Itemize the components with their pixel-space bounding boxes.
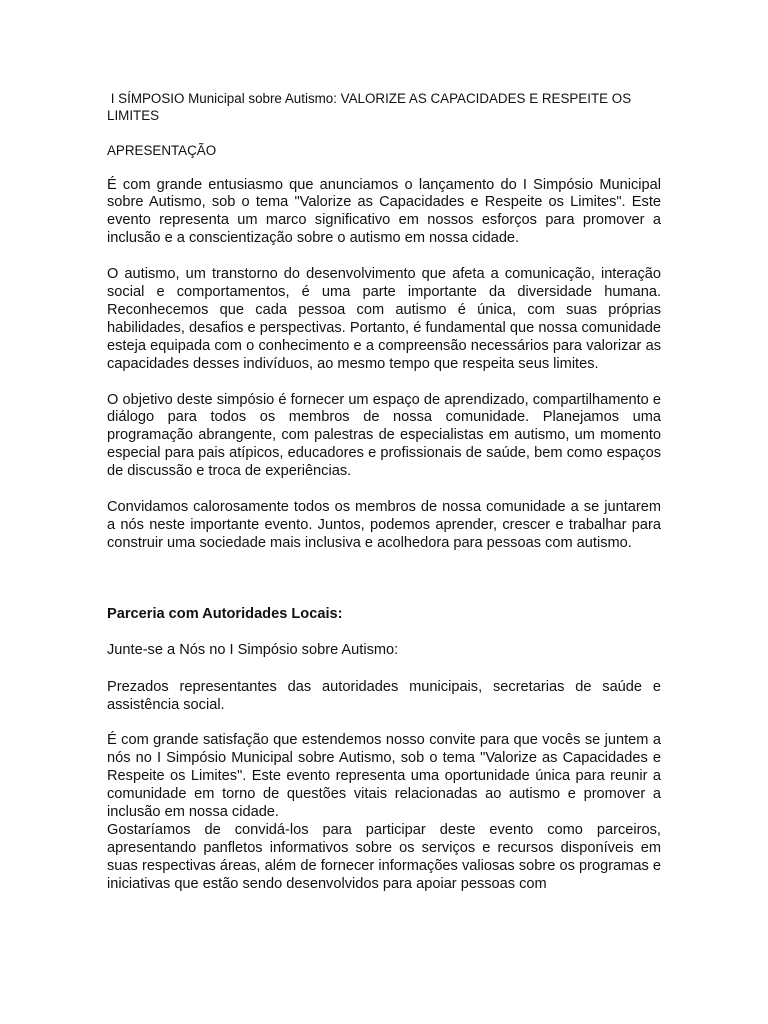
partnership-request: Gostaríamos de convidá-los para participar deste evento como parceiros, apresentando panfletos informativos sobre os serviços e recursos disponíveis em suas respectivas áreas, além de fornecer informações valiosas sobre os programas e iniciativas que estão sendo desenvolvidos para apoiar pessoas com <box>107 821 661 892</box>
partnership-invitation: É com grande satisfação que estendemos nosso convite para que vocês se juntem a nós no I Simpósio Municipal sobre Autismo, sob o tema "Valorize as Capacidades e Respeite os Limites". Este evento representa uma oportunidade única para reunir a comunidade em torno de questões vitais relacionadas ao autismo e promover a inclusão em nossa cidade. <box>107 732 661 821</box>
paragraph-objective: O objetivo deste simpósio é fornecer um espaço de aprendizado, compartilhamento e diálogo para todos os membros de nossa comunidade. Planejamos uma programação abrangente, com palestras de especialistas em autismo, um momento especial para pais atípicos, educadores e profissionais de saúde, bem como espaços de discussão e troca de experiências. <box>107 391 661 480</box>
document-page <box>107 91 661 894</box>
paragraph-intro: É com grande entusiasmo que anunciamos o lançamento do I Simpósio Municipal sobre Autismo, sob o tema "Valorize as Capacidades e Respeite os Limites". Este evento representa um marco significativo em nossos esforços para promover a inclusão e a conscientização sobre o autismo em nossa cidade. <box>107 176 661 247</box>
presentation-heading: APRESENTAÇÃO <box>107 143 217 158</box>
partnership-salutation: Prezados representantes das autoridades municipais, secretarias de saúde e assistência social. <box>107 678 661 713</box>
partnership-heading: Parceria com Autoridades Locais: <box>107 605 343 622</box>
paragraph-autism-definition: O autismo, um transtorno do desenvolvimento que afeta a comunicação, interação social e comportamentos, é uma parte importante da diversidade humana. Reconhecemos que cada pessoa com autismo é única, com suas próprias habilidades, desafios e perspectivas. Portanto, é fundamental que nossa comunidade esteja equipada com o conhecimento e a compreensão necessários para valorizar as capacidades desses indivíduos, ao mesmo tempo que respeita seus limites. <box>107 266 661 372</box>
paragraph-invitation: Convidamos calorosamente todos os membros de nossa comunidade a se juntarem a nós neste importante evento. Juntos, podemos aprender, crescer e trabalhar para construir uma sociedade mais inclusiva e acolhedora para pessoas com autismo. <box>107 499 661 551</box>
partnership-join-line: Junte-se a Nós no I Simpósio sobre Autismo: <box>107 641 399 658</box>
document-title: I SÍMPOSIO Municipal sobre Autismo: VALORIZE AS CAPACIDADES E RESPEITE OS LIMITES <box>107 91 632 123</box>
